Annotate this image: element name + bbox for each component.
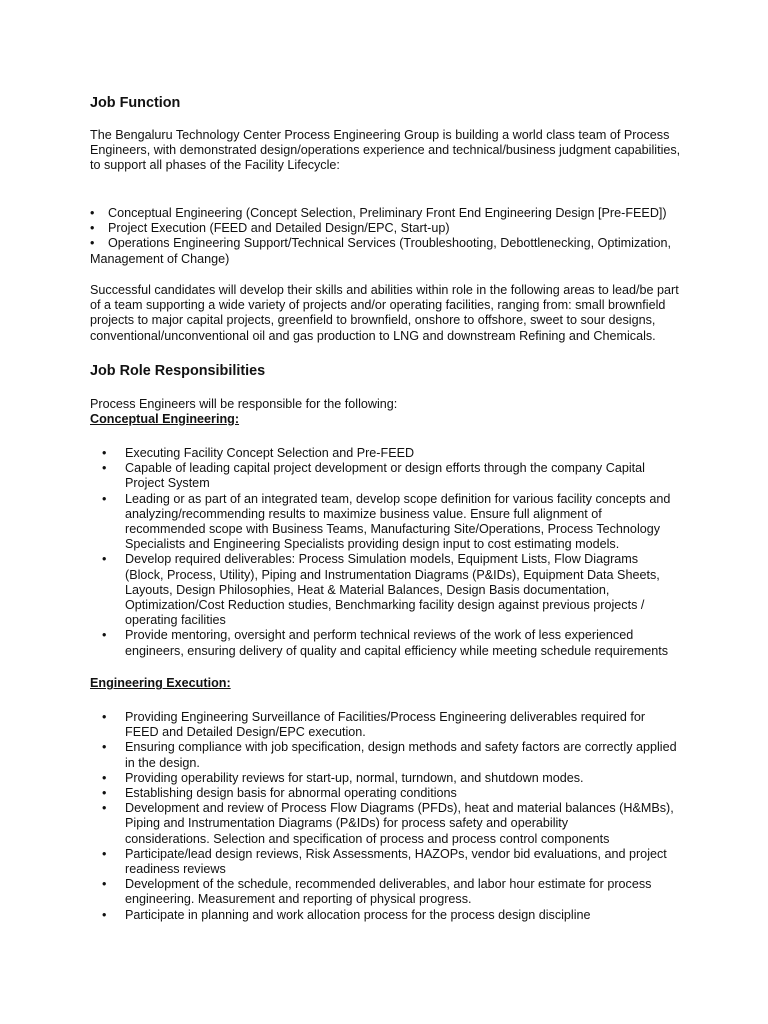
bullet-icon: • bbox=[90, 206, 95, 220]
list-item-text: Providing operability reviews for start-up, normal, turndown, and shutdown modes. bbox=[125, 770, 584, 785]
list-item-text: Optimization/Cost Reduction studies, Benchmarking facility design against previous projects / bbox=[125, 598, 645, 613]
bullet-icon: • bbox=[102, 877, 107, 892]
list-item-text: operating facilities bbox=[125, 613, 226, 628]
job-function-heading: Job Function bbox=[90, 95, 181, 111]
text-line: conventional/unconventional oil and gas production to LNG and downstream Refining and Chemicals. bbox=[90, 328, 656, 343]
job-role-heading: Job Role Responsibilities bbox=[90, 363, 266, 379]
list-item-text: engineering. Measurement and reporting of physical progress. bbox=[125, 892, 472, 907]
bullet-icon: • bbox=[102, 552, 107, 567]
bullet-icon: • bbox=[102, 461, 107, 476]
engineering-execution-title: Engineering Execution: bbox=[90, 676, 231, 690]
list-item-text: Ensuring compliance with job specification, design methods and safety factors are correctly applied bbox=[125, 740, 677, 755]
list-item-text: Operations Engineering Support/Technical Services (Troubleshooting, Debottlenecking, Optimization, bbox=[108, 236, 672, 251]
list-item bbox=[90, 710, 690, 740]
list-item-text: Specialists and Engineering Specialists providing design input to cost estimating models. bbox=[125, 537, 620, 552]
list-item bbox=[90, 628, 690, 658]
list-item-text: Piping and Instrumentation Diagrams (P&IDs) for process safety and operability bbox=[125, 816, 569, 831]
bullet-icon: • bbox=[102, 786, 107, 801]
bullet-icon: • bbox=[90, 236, 95, 251]
list-item bbox=[90, 552, 690, 628]
list-item-text: Development and review of Process Flow Diagrams (PFDs), heat and material balances (H&MBs), bbox=[125, 801, 674, 816]
list-item-text: analyzing/recommending results to maximize business value. Ensure full alignment of bbox=[125, 506, 602, 521]
list-item bbox=[90, 908, 690, 923]
list-item-text: Providing Engineering Surveillance of Facilities/Process Engineering deliverables required for bbox=[125, 710, 646, 724]
list-item-text: Establishing design basis for abnormal operating conditions bbox=[125, 786, 457, 801]
list-item-text: (Block, Process, Utility), Piping and Instrumentation Diagrams (P&IDs), Equipment Data Sheets, bbox=[125, 567, 660, 582]
list-item bbox=[90, 492, 690, 553]
list-item-text: readiness reviews bbox=[125, 862, 226, 877]
list-item bbox=[90, 801, 690, 847]
list-item bbox=[90, 461, 690, 491]
list-item-text: Executing Facility Concept Selection and Pre-FEED bbox=[125, 446, 415, 460]
text-line: The Bengaluru Technology Center Process Engineering Group is building a world class team of Process bbox=[90, 128, 670, 142]
bullet-icon: • bbox=[102, 907, 107, 922]
list-item-text: FEED and Detailed Design/EPC execution. bbox=[125, 725, 366, 740]
text-line: Engineers, with demonstrated design/operations experience and technical/business judgment capabilities, bbox=[90, 143, 681, 158]
candidates-paragraph bbox=[90, 283, 688, 344]
list-item bbox=[90, 236, 690, 251]
text-line: of a team supporting a wide variety of projects and/or operating facilities, ranging from: small brownfield bbox=[90, 298, 666, 313]
list-item bbox=[90, 221, 690, 236]
text-line: Successful candidates will develop their skills and abilities within role in the following areas to lead/be part bbox=[90, 283, 679, 297]
list-item-text: Develop required deliverables: Process Simulation models, Equipment Lists, Flow Diagrams bbox=[125, 552, 639, 567]
list-item-text: Participate/lead design reviews, Risk Assessments, HAZOPs, vendor bid evaluations, and project bbox=[125, 846, 667, 861]
text-line: to support all phases of the Facility Lifecycle: bbox=[90, 158, 340, 173]
engineering-execution-list bbox=[90, 710, 690, 923]
list-item-text: Leading or as part of an integrated team, develop scope definition for various facility concepts and bbox=[125, 491, 671, 506]
list-item-text: Conceptual Engineering (Concept Selection, Preliminary Front End Engineering Design [Pre-FEED]) bbox=[108, 206, 667, 220]
list-item-text: Provide mentoring, oversight and perform technical reviews of the work of less experienced bbox=[125, 628, 634, 643]
list-item bbox=[90, 206, 690, 221]
list-item-text: Participate in planning and work allocation process for the process design discipline bbox=[125, 907, 591, 922]
list-item-text: in the design. bbox=[125, 755, 200, 770]
bullet-icon: • bbox=[102, 846, 107, 861]
list-item-text: considerations. Selection and specification of process and process control components bbox=[125, 831, 610, 846]
bullet-icon: • bbox=[102, 770, 107, 785]
bullet-icon: • bbox=[102, 710, 107, 724]
bullet-icon: • bbox=[102, 801, 107, 816]
list-item bbox=[90, 877, 690, 907]
conceptual-engineering-list bbox=[90, 446, 690, 659]
bullet-icon: • bbox=[102, 628, 107, 643]
list-item bbox=[90, 446, 690, 461]
conceptual-engineering-title: Conceptual Engineering: bbox=[90, 412, 240, 426]
list-item-text: Project System bbox=[125, 476, 210, 491]
list-item-text: Development of the schedule, recommended deliverables, and labor hour estimate for process bbox=[125, 877, 652, 892]
bullet-icon: • bbox=[90, 221, 95, 236]
list-item bbox=[90, 740, 690, 770]
list-item-continuation: Management of Change) bbox=[90, 251, 230, 266]
list-item bbox=[90, 786, 690, 801]
list-item-text: Layouts, Design Philosophies, Heat & Material Balances, Design Basis documentation, bbox=[125, 582, 610, 597]
list-item-text: recommended scope with Business Teams, Manufacturing Site/Operations, Process Technology bbox=[125, 522, 661, 537]
bullet-icon: • bbox=[102, 491, 107, 506]
bullet-icon: • bbox=[102, 740, 107, 755]
list-item bbox=[90, 771, 690, 786]
text-line: projects to major capital projects, greenfield to brownfield, onshore to offshore, sweet to sour designs, bbox=[90, 313, 656, 328]
job-function-intro bbox=[90, 128, 688, 174]
list-item-text: Capable of leading capital project development or design efforts through the company Capital bbox=[125, 461, 645, 476]
list-item-text: engineers, ensuring delivery of quality and capital efficiency while meeting schedule requirements bbox=[125, 643, 669, 658]
bullet-icon: • bbox=[102, 446, 107, 460]
lifecycle-phase-list bbox=[90, 206, 690, 267]
list-item bbox=[90, 847, 690, 877]
responsibilities-intro: Process Engineers will be responsible for the following: bbox=[90, 397, 398, 411]
list-item-text: Project Execution (FEED and Detailed Design/EPC, Start-up) bbox=[108, 221, 450, 236]
